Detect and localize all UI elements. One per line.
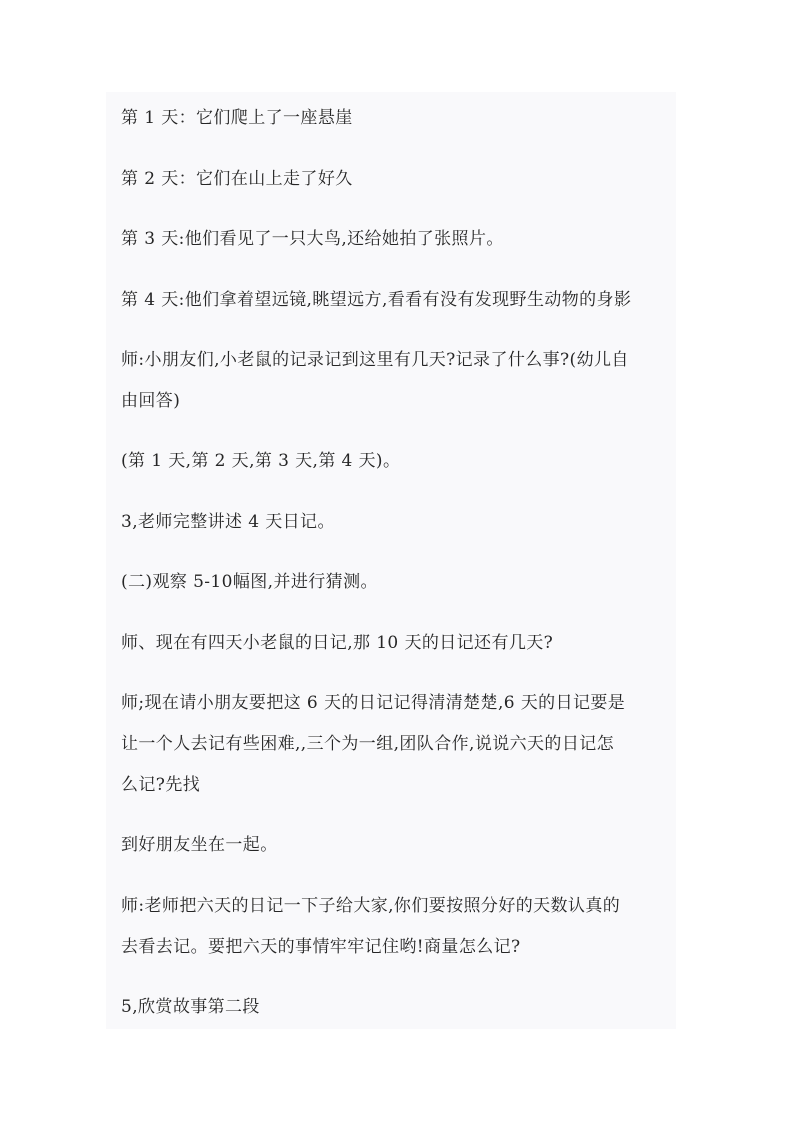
text-line-teacher-ten-days: 师、现在有四天小老鼠的日记,那 10 天的日记还有几天?: [121, 633, 554, 653]
text-line-teacher-question: 师:小朋友们,小老鼠的记录记到这里有几天?记录了什么事?(幼儿自: [121, 350, 629, 370]
text-line-section2: (二)观察 5-10幅图,并进行猜测。: [121, 572, 378, 592]
text-line-teacher-six-days-cont1: 让一个人去记有些困难,,三个为一组,团队合作,说说六天的日记怎: [121, 734, 615, 754]
text-line-teacher-six-days: 师;现在请小朋友要把这 6 天的日记记得清清楚楚,6 天的日记要是: [121, 693, 626, 713]
text-line-day1: 第 1 天：它们爬上了一座悬崖: [121, 108, 353, 128]
text-line-find-friends: 到好朋友坐在一起。: [121, 835, 278, 855]
text-line-teacher-give-diary-cont: 去看去记。要把六天的事情牢牢记住哟!商量怎么记?: [121, 937, 521, 957]
text-line-day4: 第 4 天:他们拿着望远镜,眺望远方,看看有没有发现野生动物的身影: [121, 290, 632, 310]
text-line-step5: 5,欣赏故事第二段: [121, 997, 260, 1017]
text-line-day2: 第 2 天：它们在山上走了好久: [121, 169, 353, 189]
text-line-days-list: (第 1 天,第 2 天,第 3 天,第 4 天)。: [121, 451, 401, 471]
text-line-day3: 第 3 天:他们看见了一只大鸟,还给她拍了张照片。: [121, 229, 504, 249]
text-line-step3: 3,老师完整讲述 4 天日记。: [121, 512, 335, 532]
text-line-teacher-six-days-cont2: 么记?先找: [121, 775, 201, 795]
text-line-teacher-question-cont: 由回答): [121, 391, 181, 411]
text-line-teacher-give-diary: 师:老师把六天的日记一下子给大家,你们要按照分好的天数认真的: [121, 896, 621, 916]
